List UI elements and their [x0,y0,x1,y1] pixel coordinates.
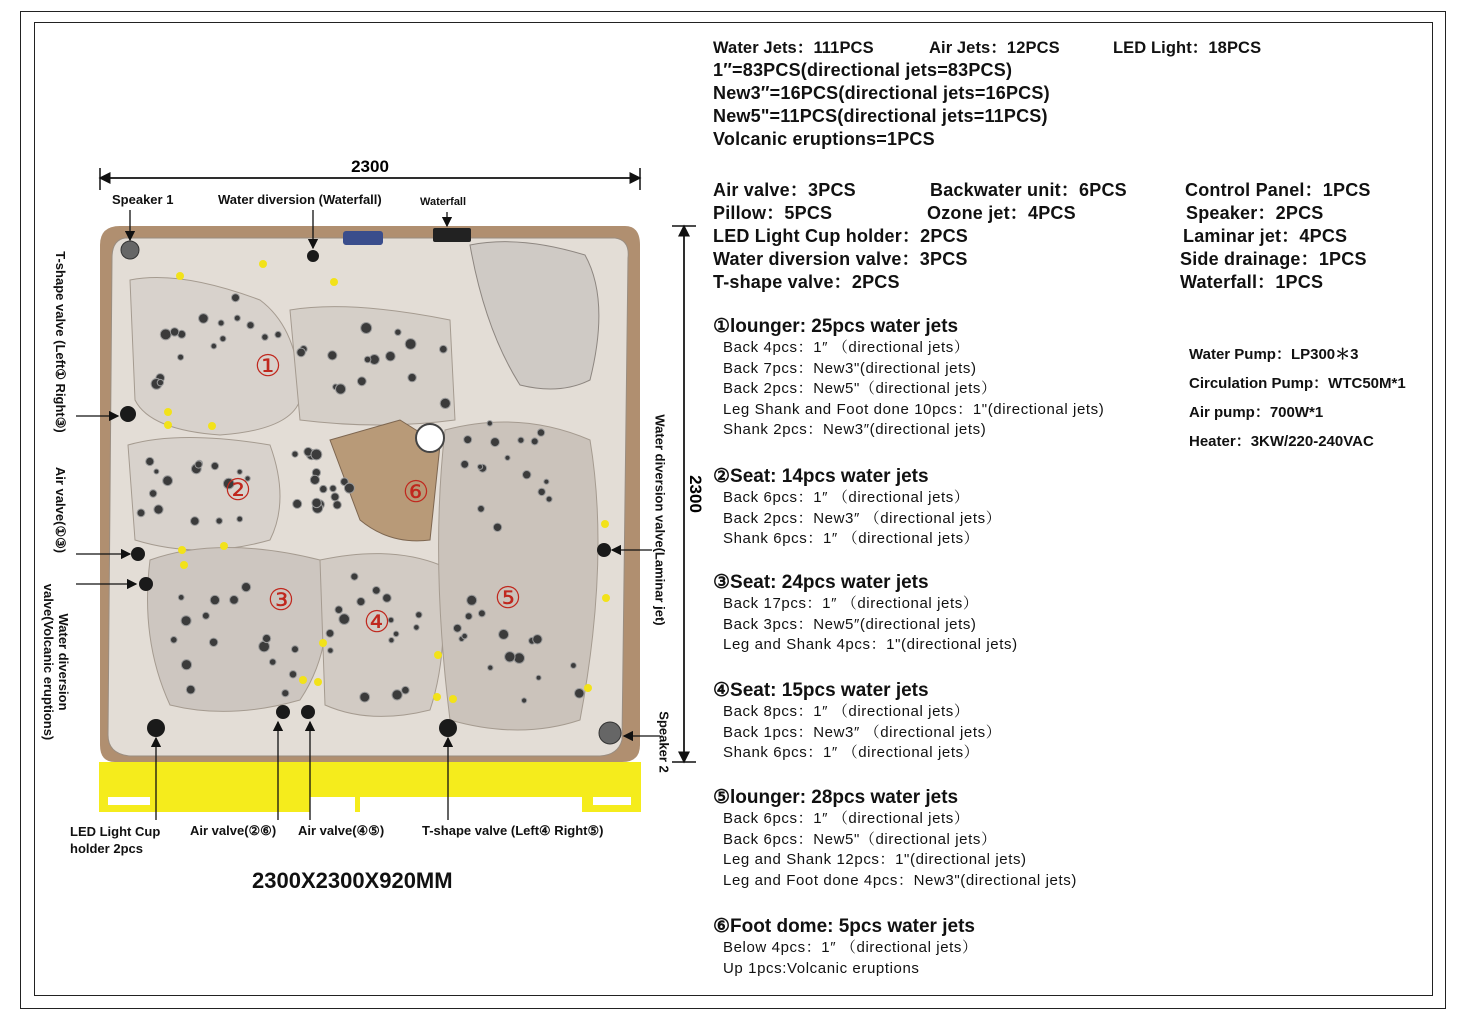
led-light-icon [434,651,442,659]
width-dimension [100,157,640,190]
seat-number-2: ② [224,473,252,508]
callout-air-valve-26: Air valve(②⑥) [190,823,277,838]
jet-icon [440,345,448,353]
spec-line-3: New5"=11PCS(directional jets=11PCS) [713,106,1048,126]
jet-icon [372,587,380,595]
jet-icon [232,294,240,302]
width-label: 2300 [351,157,389,176]
section-5-line: Leg and Shank 12pcs：1"(directional jets) [723,851,1027,869]
section-1-line: Shank 2pcs：New3″(directional jets) [723,421,987,439]
spec-air-jets: Air Jets：12PCS [929,39,1060,57]
pump-heater: Heater：3KW/220-240VAC [1189,433,1374,450]
callout-led-cup-holder: LED Light Cup holder 2pcs [70,824,161,856]
jet-icon [328,351,337,360]
comp-waterfall: Waterfall：1PCS [1180,272,1324,292]
jet-icon [499,629,509,639]
jet-icon [478,610,485,617]
section-2 [713,465,1001,550]
jet-icon [218,320,224,326]
led-light-icon [602,594,610,602]
led-light-icon [176,272,184,280]
callout-t-shape-bottom: T-shape valve (Left④ Right⑤) [422,823,604,838]
jet-icon [491,438,500,447]
jet-icon [487,421,492,426]
comp-laminar-jet: Laminar jet：4PCS [1183,226,1348,246]
jet-icon [395,329,401,335]
jet-icon [202,612,209,619]
jet-icon [191,517,200,526]
jet-icon [336,384,346,394]
jet-icon [292,451,298,457]
comp-side-drainage: Side drainage：1PCS [1180,249,1367,269]
jet-icon [505,652,515,662]
jet-icon [282,690,289,697]
spec-water-jets: Water Jets：111PCS [713,39,874,57]
jet-icon [383,594,392,603]
jet-icon [467,595,477,605]
jet-icon [546,496,552,502]
led-light-icon [180,561,188,569]
section-3 [713,571,1018,656]
jet-icon [544,479,549,484]
jet-icon [181,660,191,670]
comp-ozone-jet: Ozone jet：4PCS [927,203,1076,223]
jet-icon [289,671,296,678]
jet-icon [211,462,218,469]
jet-icon [210,595,219,604]
jet-icon [531,438,538,445]
jet-icon [234,315,240,321]
jet-icon [242,583,251,592]
seat-number-4: ④ [363,605,391,640]
jet-icon [416,612,422,618]
jet-icon [181,616,191,626]
jet-icon [275,331,281,337]
jet-icon [170,328,178,336]
jet-icon [537,429,544,436]
jet-icon [160,329,171,340]
seat-number-5: ⑤ [494,581,522,616]
led-light-icon [449,695,457,703]
jet-icon [408,373,416,381]
section-1-line: Back 4pcs：1″ （directional jets） [723,339,970,356]
jet-icon [351,573,358,580]
pump-circulation: Circulation Pump：WTC50M*1 [1189,375,1406,392]
led-light-icon [433,693,441,701]
section-2-line: Back 6pcs：1″ （directional jets） [723,489,970,506]
jet-icon [195,461,202,468]
jet-icon [178,595,184,601]
comp-water-diversion-valve: Water diversion valve：3PCS [713,249,968,269]
section-4-title: ④Seat: 15pcs water jets [713,680,929,701]
jet-icon [386,351,396,361]
jet-icon [575,689,585,699]
jet-icon [186,685,195,694]
section-6-title: ⑥Foot dome: 5pcs water jets [713,916,975,937]
section-5 [713,786,1077,891]
jet-icon [478,505,485,512]
jet-icon [405,339,416,350]
section-5-line: Back 6pcs：New5"（directional jets） [723,830,997,848]
comp-led-cup-holder: LED Light Cup holder：2PCS [713,226,968,246]
jet-icon [262,334,268,340]
section-5-line: Back 6pcs：1″ （directional jets） [723,810,970,827]
jet-icon [209,638,217,646]
jet-icon [536,675,541,680]
led-light-icon [259,260,267,268]
jet-icon [247,322,254,329]
jet-icon [523,471,531,479]
jet-icon [462,633,468,639]
spec-line-2: New3″=16PCS(directional jets=16PCS) [713,83,1050,103]
jet-icon [465,613,472,620]
jet-icon [339,614,350,625]
jet-icon [344,483,354,493]
jet-icon [149,490,156,497]
jet-icon [364,356,371,363]
height-label: 2300 [686,475,705,513]
jet-icon [178,354,184,360]
jet-icon [293,499,302,508]
section-4-line: Shank 6pcs：1″ （directional jets） [723,744,980,762]
jet-icon [163,476,173,486]
jet-icon [146,457,154,465]
jet-icon [154,505,163,514]
jet-icon [505,455,510,460]
jet-icon [331,493,339,501]
section-6-line: Below 4pcs：1″ （directional jets） [723,939,978,956]
section-4-line: Back 8pcs：1″ （directional jets） [723,703,970,720]
section-5-title: ⑤lounger: 28pcs water jets [713,787,959,808]
jet-icon [393,631,399,637]
jet-icon [360,692,370,702]
jet-icon [533,635,542,644]
section-1-line: Back 2pcs：New5"（directional jets） [723,380,997,398]
overall-size-label: 2300X2300X920MM [252,868,453,893]
jet-icon [333,501,341,509]
jet-icon [357,377,366,386]
jet-icon [402,686,410,694]
led-light-icon [164,408,172,416]
jet-icon [414,625,420,631]
section-3-line: Leg and Shank 4pcs：1"(directional jets) [723,636,1018,654]
jet-icon [220,336,226,342]
jet-icon [269,659,276,666]
seat-number-1: ① [254,349,282,384]
callout-waterfall: Waterfall [420,196,467,208]
led-light-icon [601,520,609,528]
jet-icon [320,485,327,492]
callout-speaker2: Speaker 2 [656,711,672,773]
jet-icon [171,637,178,644]
callout-water-diversion-laminar: Water diversion valve(Laminar jet) [652,414,668,626]
section-4 [713,679,1001,764]
jet-icon [493,523,501,531]
led-light-icon [208,422,216,430]
jet-icon [478,464,483,469]
callout-air-valve-45: Air valve(④⑤) [298,823,385,838]
section-1-title: ①lounger: 25pcs water jets [713,316,959,337]
jet-icon [263,634,271,642]
section-3-title: ③Seat: 24pcs water jets [713,572,929,593]
section-1 [713,315,1104,441]
jet-icon [335,606,343,614]
led-light-icon [220,542,228,550]
section-2-line: Back 2pcs：New3″ （directional jets） [723,509,1002,527]
spec-line-4: Volcanic eruptions=1PCS [713,129,935,149]
callout-speaker1: Speaker 1 [112,192,174,207]
jet-icon [237,516,243,522]
comp-control-panel: Control Panel：1PCS [1185,180,1371,200]
led-light-icon [164,421,172,429]
seat-number-3: ③ [267,583,295,618]
jet-icon [199,314,209,324]
pump-water: Water Pump：LP300＊3 [1189,346,1359,363]
jet-icon [137,509,145,517]
jet-icon [154,469,159,474]
section-1-line: Back 7pcs：New3"(directional jets) [723,359,977,377]
jet-icon [230,596,239,605]
callout-water-diversion-volcanic: Water diversion valve(Volcanic eruptions) [41,583,71,741]
spa-shell [100,226,640,762]
comp-air-valve: Air valve：3PCS [713,180,856,200]
jet-icon [211,343,217,349]
jet-icon [326,629,334,637]
spec-line-1: 1″=83PCS(directional jets=83PCS) [713,60,1013,80]
jet-icon [361,323,372,334]
comp-speaker: Speaker：2PCS [1186,203,1324,223]
jet-icon [392,690,402,700]
jet-icon [514,653,525,664]
jet-icon [216,518,222,524]
led-light-icon [314,678,322,686]
section-6-line: Up 1pcs:Volcanic eruptions [723,959,920,977]
jet-icon [464,436,472,444]
jet-icon [461,460,469,468]
led-light-icon [584,684,592,692]
yellow-skirt [99,762,641,812]
section-5-line: Leg and Foot done 4pcs：New3"(directional jets) [723,871,1077,889]
section-3-line: Back 17pcs：1″ （directional jets） [723,595,979,612]
section-2-line: Shank 6pcs：1″ （directional jets） [723,530,980,548]
led-light-icon [330,278,338,286]
comp-t-shape-valve: T-shape valve：2PCS [713,272,900,292]
jet-icon [522,698,527,703]
jet-icon [311,449,322,460]
jet-icon [292,646,299,653]
jet-icon [297,348,306,357]
section-1-line: Leg Shank and Foot done 10pcs：1"(directional jets) [723,400,1105,418]
jet-icon [538,488,545,495]
spec-led-light: LED Light：18PCS [1113,39,1262,57]
callout-air-valve-left: Air valve(①③) [53,466,68,554]
led-light-icon [178,546,186,554]
led-light-icon [319,639,327,647]
callout-water-diversion-waterfall: Water diversion (Waterfall) [218,192,382,207]
jet-icon [157,379,163,385]
jet-icon [440,398,450,408]
jet-icon [312,498,321,507]
section-3-line: Back 3pcs：New5″(directional jets) [723,615,977,633]
jet-icon [330,485,337,492]
jet-icon [453,624,461,632]
jet-icon [328,648,334,654]
comp-backwater-unit: Backwater unit：6PCS [930,180,1127,200]
jet-icon [488,665,493,670]
pump-air: Air pump：700W*1 [1189,404,1324,421]
seat-number-6: ⑥ [402,475,430,510]
comp-pillow: Pillow：5PCS [713,203,833,223]
callout-t-shape-left: T-shape valve (Left① Right③) [53,251,68,433]
section-6 [713,915,978,979]
jet-icon [310,475,319,484]
jet-icon [518,437,524,443]
section-4-line: Back 1pcs：New3″ （directional jets） [723,723,1002,741]
led-light-icon [299,676,307,684]
section-2-title: ②Seat: 14pcs water jets [713,466,929,487]
jet-icon [571,663,577,669]
